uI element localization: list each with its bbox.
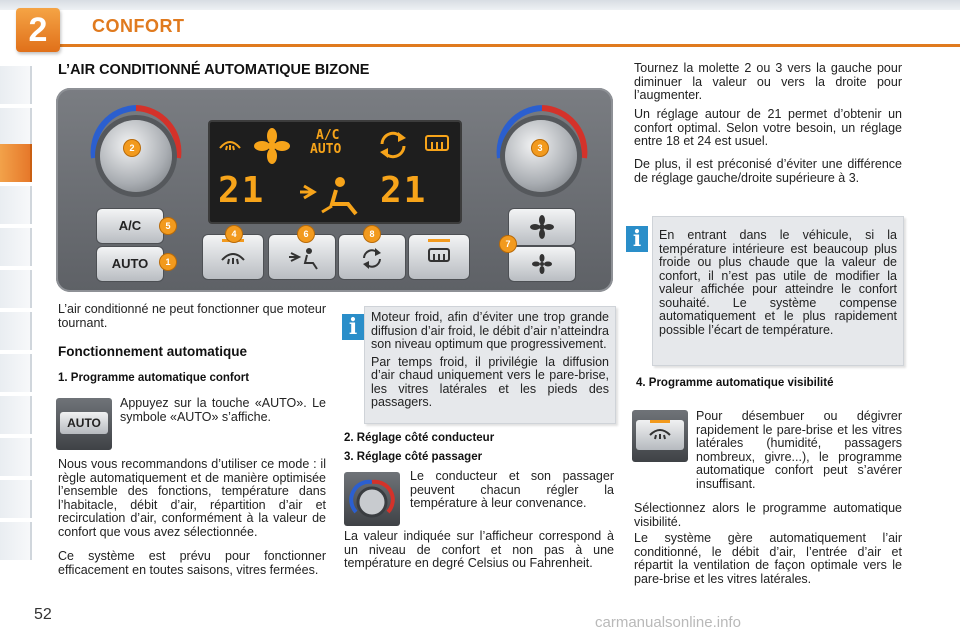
right-bullet2-text: Sélectionnez alors le programme automatique visibilité. <box>634 501 902 529</box>
prog1-bullet <box>120 397 326 424</box>
callout-badge: 1 <box>160 254 176 270</box>
visibility-button-thumbnail <box>632 410 688 462</box>
air-distribution-icon <box>296 172 366 216</box>
info-mid-p1: Moteur froid, afin d’éviter une trop grande diffusion d’air froid, le débit d’air n’atteindra son niveau optimum que progressivement. <box>371 310 609 351</box>
prog4-title: 4. Programme automatique visibilité <box>636 377 834 389</box>
fan-increase-button[interactable] <box>508 208 576 246</box>
info-mid-p2: Par temps froid, il privilégie la diffusion d’air chaud uniquement vers le pare-brise, les vitres latérales et les pieds des passagers. <box>371 354 609 409</box>
side-tab[interactable] <box>0 354 32 392</box>
fan-small-icon <box>532 254 552 274</box>
callout-badge: 3 <box>532 140 548 156</box>
temp-knob-thumbnail <box>344 472 400 526</box>
header-rule <box>60 44 960 47</box>
air-flow-icon <box>285 245 319 271</box>
side-tab[interactable] <box>0 396 32 434</box>
callout-badge: 8 <box>364 226 380 242</box>
right-bullet1-text: Tournez la molette 2 ou 3 vers la gauche pour diminuer la valeur ou vers la droite pour l’augmenter. <box>634 61 902 102</box>
footer-watermark[interactable]: carmanualsonline.info <box>595 614 741 631</box>
side-tab[interactable] <box>0 522 32 560</box>
climate-panel-illustration <box>56 88 613 292</box>
callout-badge: 5 <box>160 218 176 234</box>
info-box-entering <box>652 216 904 366</box>
right-bullet2 <box>634 502 902 529</box>
windscreen-defrost-icon <box>648 423 672 443</box>
callout-badge: 6 <box>298 226 314 242</box>
lcd-ac-label: A/C <box>316 128 340 143</box>
rear-defrost-icon <box>424 134 450 154</box>
prog4-text: Pour désembuer ou dégivrer rapidement le pare-brise et les vitres latérales (humidité, passagers nombreux, givre...), le programme automatique confort peut s’avérer insuffisant. <box>696 409 902 491</box>
fan-large-icon <box>530 215 554 239</box>
rear-defrost-button[interactable] <box>408 234 470 280</box>
side-tab[interactable] <box>0 66 32 104</box>
reg-text: Le conducteur et son passager peuvent chacun régler la température à leur convenance. <box>410 469 614 510</box>
section-title: L’AIR CONDITIONNÉ AUTOMATIQUE BIZONE <box>58 62 370 78</box>
lcd-display <box>208 120 462 224</box>
thumb-visibility <box>636 420 684 450</box>
auto-heading: Fonctionnement automatique <box>58 344 247 359</box>
right-info-text: En entrant dans le véhicule, si la température intérieure est beaucoup plus froide ou plus chaude que la valeur de confort, il n’est pas utile de modifier la valeur affichée pour atteindre le confort souhaité. Le système compense automatiquement et le plus rapidement possible l’écart de température. <box>659 228 897 337</box>
side-tab[interactable] <box>0 186 32 224</box>
driver-temp-knob[interactable] <box>100 120 172 192</box>
thumb-auto-label: AUTO <box>60 412 108 434</box>
callout-badge: 4 <box>226 226 242 242</box>
auto-button-thumbnail <box>56 398 112 450</box>
recirculation-icon <box>376 128 410 160</box>
lcd-temp-right: 21 <box>380 170 428 211</box>
callout-badge: 2 <box>124 140 140 156</box>
intro-text: L’air conditionné ne peut fonctionner que moteur tournant. <box>58 302 326 330</box>
right-para2: De plus, il est préconisé d’éviter une différence de réglage gauche/droite supérieure à 3. <box>634 157 902 185</box>
side-tab[interactable] <box>0 312 32 350</box>
fan-decrease-button[interactable] <box>508 246 576 282</box>
page-number: 52 <box>34 606 52 623</box>
knob-icon <box>344 472 400 526</box>
side-tab-active[interactable] <box>0 144 32 182</box>
right-para3: Le système gère automatiquement l’air conditionné, le débit d’air, l’entrée d’air et répartit la ventilation de façon optimale vers le pare-brise et les vitres latérales. <box>634 531 902 586</box>
prog1-para2: Ce système est prévu pour fonctionner efficacement en toutes saisons, vitres fermées. <box>58 549 326 577</box>
lcd-temp-left: 21 <box>218 170 266 211</box>
prog1-para1: Nous vous recommandons d’utiliser ce mode : il règle automatiquement et de manière optimisée l’ensemble des fonctions, température dans l’habitacle, débit d’air, répartition d’air et recirculation d’air, conformément à la valeur de confort que vous avez sélectionnée. <box>58 457 326 539</box>
reg-para: La valeur indiquée sur l’afficheur correspond à un niveau de confort et non pas à une température en degré Celsius ou Fahrenheit. <box>344 529 614 570</box>
info-box-cold-engine <box>364 306 616 424</box>
right-bullet1 <box>634 62 902 103</box>
recirculation-icon <box>359 245 385 271</box>
side-tab[interactable] <box>0 438 32 476</box>
side-tab[interactable] <box>0 228 32 266</box>
chapter-title: CONFORT <box>92 16 185 36</box>
side-tab[interactable] <box>0 270 32 308</box>
reg3-title: 3. Réglage côté passager <box>344 451 483 463</box>
fan-icon <box>254 128 290 164</box>
auto-button[interactable]: AUTO <box>96 246 164 282</box>
callout-badge: 7 <box>500 236 516 252</box>
ac-button[interactable]: A/C <box>96 208 164 244</box>
right-para1: Un réglage autour de 21 permet d’obtenir un confort optimal. Selon votre besoin, un réglage entre 18 et 24 est usuel. <box>634 107 902 148</box>
header-band <box>0 0 960 10</box>
info-icon: i <box>342 314 364 340</box>
windscreen-defrost-icon <box>220 246 246 268</box>
side-tab[interactable] <box>0 108 32 146</box>
rear-window-icon <box>427 247 451 265</box>
passenger-temp-knob[interactable] <box>505 120 577 192</box>
side-tab[interactable] <box>0 480 32 518</box>
prog1-title: 1. Programme automatique confort <box>58 372 250 384</box>
lcd-auto-label: AUTO <box>310 142 342 157</box>
info-icon: i <box>626 226 648 252</box>
reg2-title: 2. Réglage côté conducteur <box>344 432 495 444</box>
chapter-number: 2 <box>16 8 60 52</box>
defrost-icon <box>218 134 242 154</box>
button-led <box>428 239 450 242</box>
prog1-bullet-text: Appuyez sur la touche «AUTO». Le symbole «AUTO» s’affiche. <box>120 396 326 424</box>
